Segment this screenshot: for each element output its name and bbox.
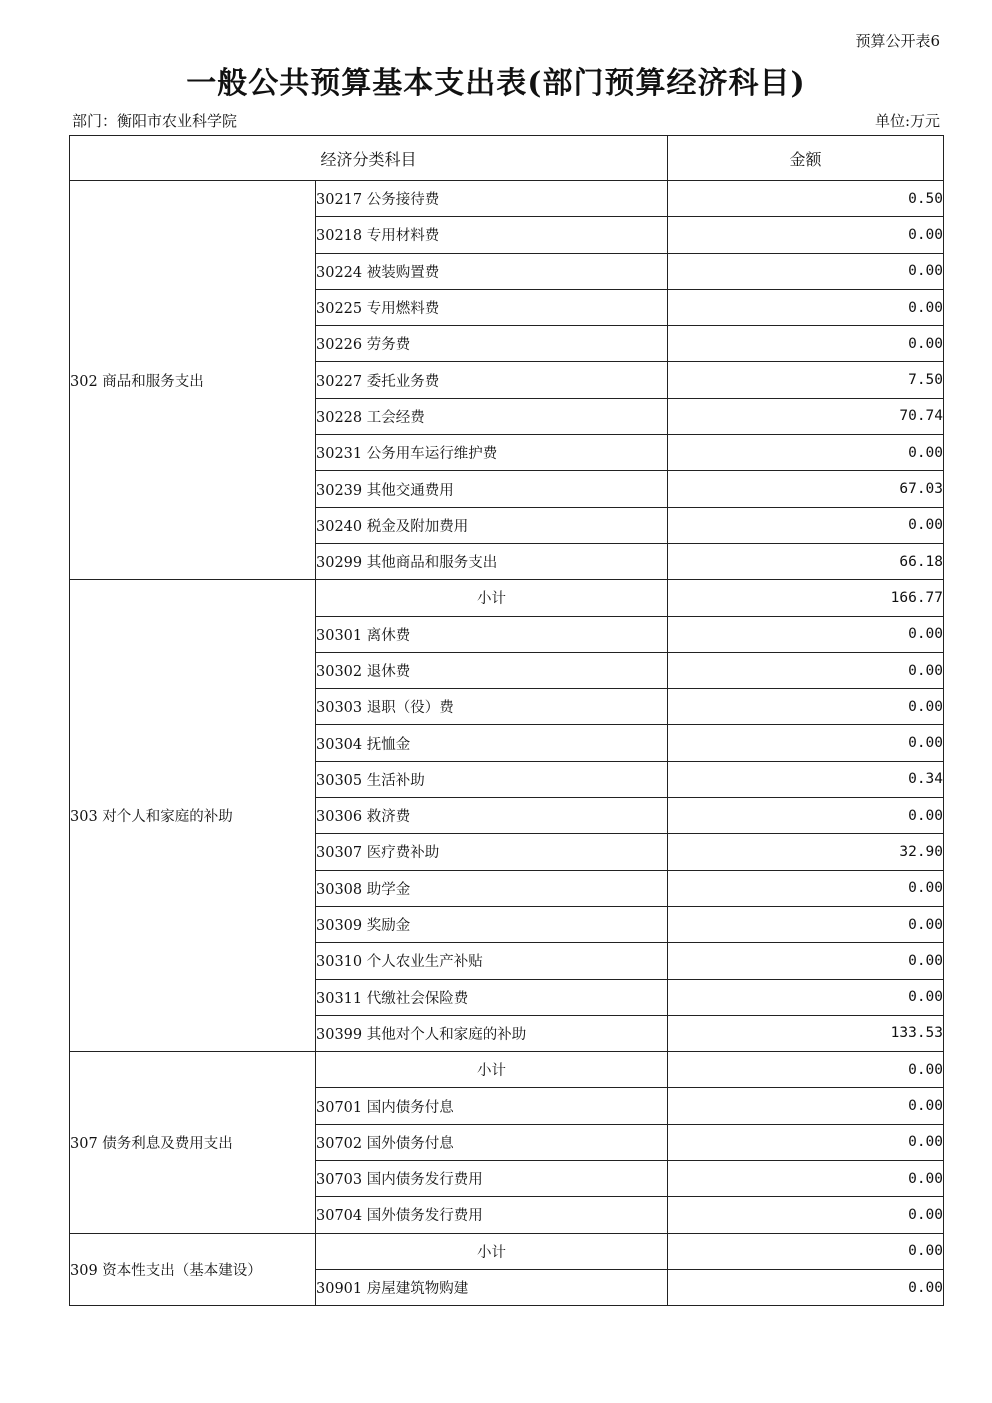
item-label-cell: 30225 专用燃料费	[316, 289, 668, 325]
amount-cell: 0.00	[668, 1124, 944, 1160]
amount-cell: 0.50	[668, 181, 944, 217]
amount-cell: 0.00	[668, 943, 944, 979]
item-label-cell: 30226 劳务费	[316, 326, 668, 362]
item-label-cell: 30306 救济费	[316, 798, 668, 834]
item-label-cell: 30307 医疗费补助	[316, 834, 668, 870]
item-label-cell: 30901 房屋建筑物购建	[316, 1269, 668, 1305]
amount-cell: 0.00	[668, 1161, 944, 1197]
item-label-cell: 30218 专用材料费	[316, 217, 668, 253]
table-body	[70, 181, 944, 1306]
page-title: 一般公共预算基本支出表(部门预算经济科目)	[186, 66, 806, 101]
item-label-cell: 30301 离休费	[316, 616, 668, 652]
amount-cell: 0.00	[668, 1233, 944, 1269]
amount-cell: 0.00	[668, 253, 944, 289]
subtotal-label-cell: 小计	[316, 580, 668, 616]
item-label-cell: 30299 其他商品和服务支出	[316, 543, 668, 579]
amount-cell: 166.77	[668, 580, 944, 616]
item-label-cell: 30240 税金及附加费用	[316, 507, 668, 543]
item-label-cell: 30701 国内债务付息	[316, 1088, 668, 1124]
amount-cell: 0.00	[668, 616, 944, 652]
item-label-cell: 30302 退休费	[316, 652, 668, 688]
category-group-cell: 302 商品和服务支出	[70, 181, 316, 580]
amount-cell: 32.90	[668, 834, 944, 870]
amount-cell: 0.00	[668, 1269, 944, 1305]
amount-cell: 0.00	[668, 326, 944, 362]
category-group-cell: 307 债务利息及费用支出	[70, 1052, 316, 1233]
item-label-cell: 30303 退职（役）费	[316, 689, 668, 725]
item-label-cell: 30309 奖励金	[316, 906, 668, 942]
header-amount: 金额	[668, 136, 944, 181]
item-label-cell: 30304 抚恤金	[316, 725, 668, 761]
item-label-cell: 30228 工会经费	[316, 398, 668, 434]
amount-cell: 0.00	[668, 979, 944, 1015]
item-label-cell: 30308 助学金	[316, 870, 668, 906]
item-label-cell: 30217 公务接待费	[316, 181, 668, 217]
table-header-row	[70, 136, 944, 181]
amount-cell: 0.00	[668, 507, 944, 543]
subtotal-label-cell: 小计	[316, 1233, 668, 1269]
budget-table	[69, 135, 944, 1306]
item-label-cell: 30703 国内债务发行费用	[316, 1161, 668, 1197]
amount-cell: 0.00	[668, 1088, 944, 1124]
amount-cell: 66.18	[668, 543, 944, 579]
item-label-cell: 30305 生活补助	[316, 761, 668, 797]
amount-cell: 0.00	[668, 689, 944, 725]
amount-cell: 0.00	[668, 652, 944, 688]
category-group-cell: 303 对个人和家庭的补助	[70, 580, 316, 1052]
amount-cell: 0.00	[668, 289, 944, 325]
table-row	[70, 181, 944, 217]
amount-cell: 0.00	[668, 1052, 944, 1088]
header-category: 经济分类科目	[70, 136, 668, 181]
amount-cell: 0.00	[668, 217, 944, 253]
category-group-cell: 309 资本性支出（基本建设）	[70, 1233, 316, 1306]
amount-cell: 0.00	[668, 798, 944, 834]
department-label: 部门：衡阳市农业科学院	[72, 112, 238, 130]
subtotal-label-cell: 小计	[316, 1052, 668, 1088]
item-label-cell: 30310 个人农业生产补贴	[316, 943, 668, 979]
item-label-cell: 30399 其他对个人和家庭的补助	[316, 1015, 668, 1051]
amount-cell: 133.53	[668, 1015, 944, 1051]
amount-cell: 0.00	[668, 870, 944, 906]
item-label-cell: 30702 国外债务付息	[316, 1124, 668, 1160]
amount-cell: 0.00	[668, 725, 944, 761]
table-row	[70, 580, 944, 616]
item-label-cell: 30227 委托业务费	[316, 362, 668, 398]
amount-cell: 0.00	[668, 906, 944, 942]
item-label-cell: 30239 其他交通费用	[316, 471, 668, 507]
unit-label: 单位:万元	[874, 112, 940, 130]
form-code: 预算公开表6	[855, 32, 940, 50]
amount-cell: 0.00	[668, 435, 944, 471]
item-label-cell: 30231 公务用车运行维护费	[316, 435, 668, 471]
item-label-cell: 30224 被装购置费	[316, 253, 668, 289]
amount-cell: 70.74	[668, 398, 944, 434]
amount-cell: 0.34	[668, 761, 944, 797]
amount-cell: 7.50	[668, 362, 944, 398]
table-row	[70, 1233, 944, 1269]
item-label-cell: 30311 代缴社会保险费	[316, 979, 668, 1015]
amount-cell: 67.03	[668, 471, 944, 507]
item-label-cell: 30704 国外债务发行费用	[316, 1197, 668, 1233]
amount-cell: 0.00	[668, 1197, 944, 1233]
table-row	[70, 1052, 944, 1088]
